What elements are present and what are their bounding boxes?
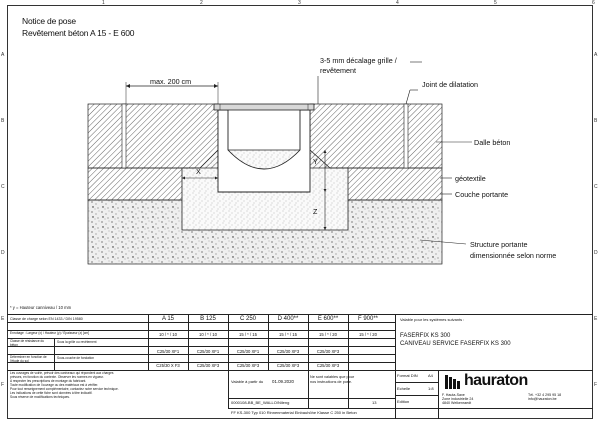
dim-z-label: Z <box>313 207 318 216</box>
soil-study-label: Déterminer en fonction de l'étude du sol <box>10 355 47 363</box>
offset-label: 3-5 mm décalage grille / <box>320 56 397 65</box>
table-rule-3 <box>7 338 395 339</box>
concrete-b-d400: C25/30 XF3 <box>276 363 300 368</box>
note-1: Les ouvrages de voirie, prévoir des caniveaux qui répondent aux charges <box>10 371 114 375</box>
concrete-b-a15: C25/30 X F3 <box>156 363 180 368</box>
title-line-1: Notice de pose <box>22 16 76 26</box>
xyz-row-label: Enrobage : Largeur (x) / Hauteur (y) / Épaisseur (z) [cm] <box>10 331 90 335</box>
note-7: Sous réserve de modifications techniques. <box>10 395 70 399</box>
revision-number: 13 <box>372 400 377 405</box>
xyz-a15: 10 / * / 10 <box>159 332 177 337</box>
class-b125: B 125 <box>200 316 216 322</box>
dim-x-label: X <box>196 167 201 176</box>
margin-letter-f-right: F <box>594 382 598 388</box>
valid-from-label: Valable à partir du <box>231 379 264 384</box>
product-line-2: CANIVEAU SERVICE FASERFIX KS 300 <box>400 341 511 347</box>
hauraton-logo: hauraton <box>464 372 528 389</box>
xyz-b125: 10 / * / 10 <box>199 332 217 337</box>
drawing-description: FF KS-300 Typ 010 Rinnenmaterial Einbauhöhe Klasse C 250 in Beton <box>231 410 357 415</box>
table-col-2 <box>188 314 189 370</box>
info-rule-2 <box>228 408 593 409</box>
table-col-6 <box>348 314 349 370</box>
xyz-f900: 15 / * / 20 <box>359 332 377 337</box>
format-label: Format DIN <box>397 373 418 378</box>
margin-letter-b-right: B <box>594 118 598 124</box>
xyz-d400: 15 / * / 15 <box>279 332 297 337</box>
class-e600: E 600** <box>317 316 339 322</box>
margin-letter-a-right: A <box>594 52 598 58</box>
title-line-2: Revêtement béton A 15 - E 600 <box>22 28 135 38</box>
class-f900: F 900** <box>357 316 378 322</box>
xyz-c250: 15 / * / 15 <box>239 332 257 337</box>
offset-label-2: revêtement <box>320 66 356 75</box>
concrete-a-b125: C25/30 XF1 <box>196 349 220 354</box>
note-6: Les indications de cette fiche sont données à titre indicatif. <box>10 391 93 395</box>
concrete-a-c250: C25/30 XF1 <box>236 349 260 354</box>
margin-letter-a: A <box>1 52 5 58</box>
margin-letter-b: B <box>1 118 5 124</box>
edition-label: Edition <box>397 399 410 404</box>
table-col-5 <box>308 314 309 370</box>
structure-label-1: Structure portante <box>470 240 528 249</box>
scale-value: 1:8 <box>428 386 434 391</box>
info-rule-4 <box>395 395 438 396</box>
scale-label: Echelle <box>397 386 411 391</box>
margin-number-1: 1 <box>102 0 105 6</box>
document-number: 0000108-BB_BE_WALLO/Nileng <box>231 400 290 405</box>
under-grate-label: Sous la grille ou revêtement <box>57 340 97 344</box>
table-col-3 <box>228 314 229 370</box>
concrete-a-d400: C25/30 XF3 <box>276 349 300 354</box>
table-rule-5 <box>7 354 395 355</box>
email: info@hauraton.be <box>528 397 557 401</box>
foundation-layer-label: Sous-couche de fondation <box>57 356 95 360</box>
table-col-4 <box>268 314 269 370</box>
footnote: * y = Hauteur canniveau / 10 mm <box>10 305 72 310</box>
info-col-1 <box>228 370 229 408</box>
concrete-slab-label: Dalle béton <box>474 138 511 147</box>
margin-number-6: 6 <box>592 0 595 6</box>
info-col-2 <box>308 370 309 408</box>
disclaimer-2: nos instructions de pose. <box>310 380 353 384</box>
info-rule-1 <box>228 398 395 399</box>
concrete-a-e600: C25/30 XF3 <box>316 349 340 354</box>
table-col-7 <box>395 314 396 419</box>
info-rule-3 <box>395 382 438 383</box>
table-rule-4 <box>7 346 395 347</box>
class-d400: D 400** <box>277 316 299 322</box>
margin-letter-c-right: C <box>594 184 598 190</box>
expansion-joint-label: Joint de dilatation <box>422 80 478 89</box>
table-col-1 <box>148 314 149 370</box>
concrete-b-b125: C25/30 XF3 <box>196 363 220 368</box>
margin-letter-d: D <box>1 250 5 256</box>
info-col-4 <box>438 370 439 419</box>
margin-letter-e: E <box>1 316 5 322</box>
address-line-1: F. Hauta-Saxe <box>442 393 465 397</box>
concrete-a-a15: C25/30 XF1 <box>156 349 180 354</box>
margin-number-5: 5 <box>494 0 497 6</box>
concrete-b-c250: C25/30 XF3 <box>236 363 260 368</box>
note-3: A respecter les prescriptions de montage du fabricant. <box>10 379 87 383</box>
margin-letter-e-right: E <box>594 316 598 322</box>
table-rule-1 <box>7 322 395 323</box>
margin-letter-d-right: D <box>594 250 598 256</box>
base-layer-label: Couche portante <box>455 190 509 199</box>
class-header-label: Classe de charge selon EN 1433 / DIN 19580 <box>10 317 83 321</box>
note-4: Toute modification de l'ouvrage ou des matériaux est à vérifier. <box>10 383 99 387</box>
hauraton-logo-mark-icon <box>445 373 465 391</box>
note-2: prévues, en fonction du contexte. Observer les normes en vigueur. <box>10 375 104 379</box>
address-line-2: Zone industrielle 24 <box>442 397 474 401</box>
class-c250: C 250 <box>239 316 256 322</box>
disclaimer-1: Ne sont valables que pour <box>310 375 355 379</box>
format-value: A4 <box>428 373 433 378</box>
telephone: Tél. +32 4 295 95 18 <box>528 393 562 397</box>
structure-label-2: dimensionnée selon norme <box>470 251 557 260</box>
dim-y-label: Y <box>313 157 318 166</box>
geotextile-label: géotextile <box>455 174 486 183</box>
class-a15: A 15 <box>161 316 174 322</box>
margin-number-4: 4 <box>396 0 399 6</box>
valid-from-date: 01.09.2020 <box>272 379 294 384</box>
table-top-rule <box>7 314 593 315</box>
concrete-b-e600: C25/30 XF3 <box>316 363 340 368</box>
margin-number-2: 2 <box>200 0 203 6</box>
margin-letter-c: C <box>1 184 5 190</box>
margin-letter-f: F <box>1 382 5 388</box>
table-col-label-split <box>54 338 55 370</box>
max-width-label: max. 200 cm <box>150 77 192 86</box>
margin-number-3: 3 <box>298 0 301 6</box>
product-line-1: FASERFIX KS 300 <box>400 333 451 339</box>
valid-for-label: Valable pour les systèmes suivants : <box>400 317 465 322</box>
concrete-class-label: Classe de résistance du béton <box>10 339 45 347</box>
address-line-3: 4840 Welkenraedt <box>442 401 472 405</box>
xyz-e600: 15 / * / 20 <box>319 332 337 337</box>
note-5: Pour tout renseignement complémentaire, contactez notre service technique. <box>10 387 119 391</box>
